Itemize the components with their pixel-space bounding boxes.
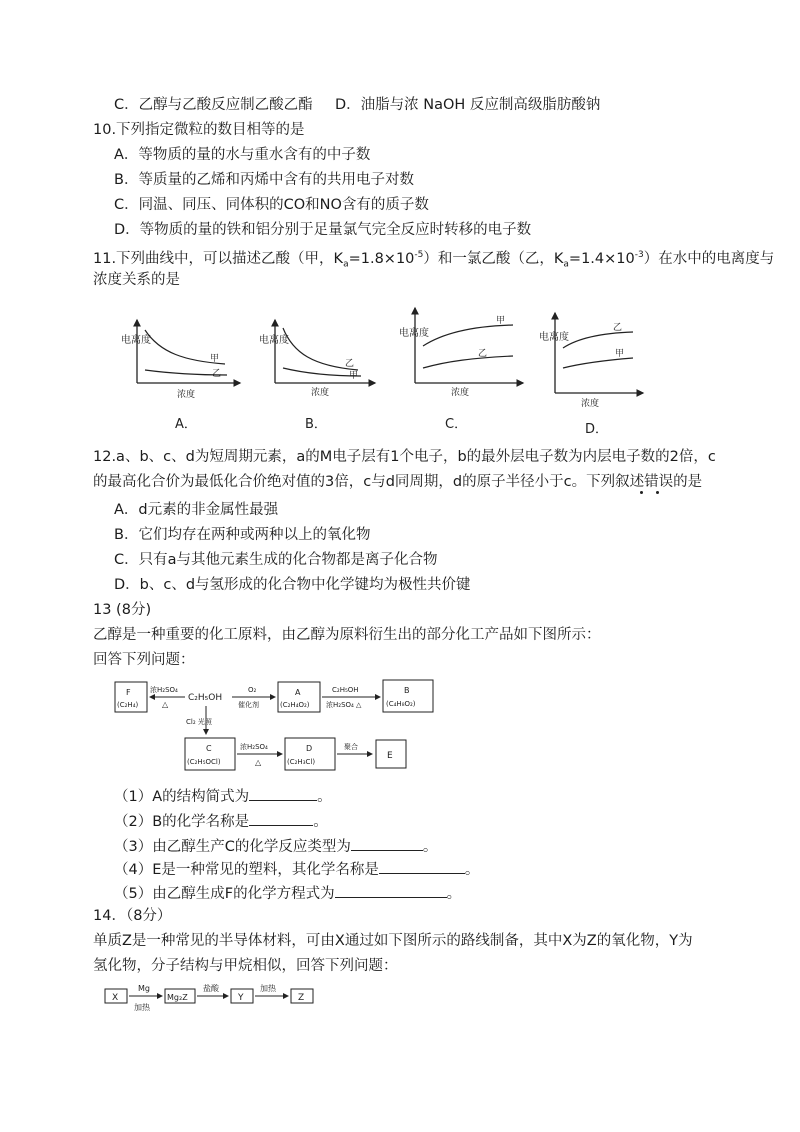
- q14-scheme: [100, 980, 340, 1025]
- q11-stem-line2: 浓度关系的是: [93, 272, 180, 288]
- graph-d-xlabel: 浓度: [581, 399, 600, 409]
- q12-stem-line2: 的最高化合价为最低化合价绝对值的3倍，c与d同周期，d的原子半径小于c。下列叙述错误的是: [93, 474, 703, 490]
- emphasis-dot: [640, 491, 643, 494]
- answer-blank[interactable]: [351, 835, 423, 851]
- graph-d: [539, 313, 643, 437]
- graph-b-xlabel: 浓度: [311, 388, 330, 398]
- label-catalyst: 催化剂: [238, 701, 259, 709]
- box-e-label: E: [387, 751, 393, 761]
- q13-prompt: 回答下列问题：: [93, 652, 195, 668]
- box-x-label: X: [112, 993, 119, 1003]
- label-heat: 加热: [134, 1003, 150, 1012]
- box-b-label: B: [404, 686, 410, 695]
- q13-sub5: （5）由乙醇生成F的化学方程式为 。: [114, 882, 461, 904]
- graph-d-ylabel: 电离度: [539, 332, 569, 343]
- graph-c-curve-yi: [423, 356, 513, 368]
- graph-c-yi: 乙: [478, 349, 488, 359]
- graph-a-jia: 甲: [210, 354, 220, 364]
- graph-c-ylabel: 电离度: [399, 328, 429, 339]
- q9-option-d: D．油脂与浓 NaOH 反应制高级脂肪酸钠: [335, 97, 601, 113]
- box-y-label: Y: [238, 993, 244, 1003]
- q10-option-a: A．等物质的量的水与重水含有的中子数: [114, 147, 371, 163]
- q13-sub3: （3）由乙醇生产C的化学反应类型为 。: [114, 835, 437, 857]
- label-hcl: 盐酸: [203, 984, 219, 993]
- label-delta-2: △: [255, 758, 262, 767]
- graph-d-yi: 乙: [613, 323, 623, 333]
- q12-option-d: D．b、c、d与氢形成的化合物中化学键均为极性共价键: [114, 577, 471, 593]
- q13-scheme: [110, 676, 450, 776]
- graph-c-xlabel: 浓度: [451, 388, 470, 398]
- box-f-label: F: [126, 688, 131, 697]
- graph-d-jia: 甲: [615, 349, 625, 359]
- box-a-label: A: [295, 688, 301, 697]
- graph-a-ylabel: 电离度: [121, 335, 151, 346]
- answer-blank[interactable]: [379, 858, 465, 874]
- box-f-formula: (C₂H₄): [117, 701, 139, 709]
- label-conc-h2so4: 浓H₂SO₄: [150, 686, 178, 694]
- label-mg: Mg: [138, 984, 150, 993]
- q11-graphs: [115, 298, 645, 438]
- answer-blank[interactable]: [249, 810, 313, 826]
- q9-option-c: C．乙醇与乙酸反应制乙酸乙酯: [114, 97, 313, 113]
- graph-b-label: B．: [305, 417, 327, 432]
- graph-a: [121, 320, 240, 432]
- graph-b: [259, 320, 375, 432]
- ethanol: C₂H₅OH: [188, 693, 223, 703]
- label-cl2-light: Cl₂ 光照: [186, 718, 212, 726]
- q12-stem-line1: 12.a、b、c、d为短周期元素，a的M电子层有1个电子，b的最外层电子数为内层电子数的2倍，c: [93, 449, 716, 465]
- q10-option-b: B．等质量的乙烯和丙烯中含有的共用电子对数: [114, 172, 414, 188]
- label-polymerize: 聚合: [344, 743, 358, 751]
- label-heat-2: 加热: [260, 984, 276, 993]
- graph-d-curve-yi: [563, 332, 633, 348]
- graph-c-label: C．: [445, 417, 468, 432]
- q10-option-d: D．等物质的量的铁和铝分别于足量氯气完全反应时转移的电子数: [114, 222, 532, 238]
- graph-d-label: D．: [585, 422, 609, 437]
- q12-option-c: C．只有a与其他元素生成的化合物都是离子化合物: [114, 552, 438, 568]
- box-z-label: Z: [298, 993, 305, 1003]
- label-conc-h2so4-2: 浓H₂SO₄: [240, 743, 268, 751]
- box-d-formula: (C₂H₃Cl): [287, 758, 316, 766]
- answer-blank[interactable]: [249, 785, 317, 801]
- emphasis-dot: [656, 491, 659, 494]
- graph-b-jia: 甲: [349, 371, 359, 381]
- box-d-label: D: [306, 744, 313, 753]
- q13-sub1: （1）A的结构简式为 。: [114, 785, 332, 807]
- q13-title: 13 (8分): [93, 602, 152, 618]
- q14-stem-line2: 氢化物，分子结构与甲烷相似，回答下列问题：: [93, 958, 398, 974]
- box-c-formula: (C₂H₅OCl): [187, 758, 221, 766]
- graph-b-yi: 乙: [345, 359, 355, 369]
- q13-sub2: （2）B的化学名称是 。: [114, 810, 328, 832]
- graph-a-xlabel: 浓度: [177, 390, 196, 400]
- graph-c-curve-jia: [423, 325, 513, 346]
- q13-sub4: （4）E是一种常见的塑料，其化学名称是 。: [114, 858, 479, 880]
- q13-intro: 乙醇是一种重要的化工原料，由乙醇为原料衍生出的部分化工产品如下图所示：: [93, 627, 601, 643]
- q12-option-a: A．d元素的非金属性最强: [114, 502, 279, 518]
- box-c-label: C: [206, 744, 212, 753]
- box-b-formula: (C₄H₈O₂): [386, 700, 416, 708]
- label-c2h5oh: C₂H₅OH: [332, 686, 359, 694]
- label-o2: O₂: [248, 686, 257, 694]
- q10-stem: 10.下列指定微粒的数目相等的是: [93, 122, 305, 138]
- q12-emphasis: 错误: [644, 474, 674, 490]
- graph-a-yi: 乙: [212, 369, 222, 379]
- q14-stem-line1: 单质Z是一种常见的半导体材料，可由X通过如下图所示的路线制备，其中X为Z的氧化物，Y为: [93, 933, 693, 949]
- label-conc-h2so4-delta: 浓H₂SO₄ △: [326, 701, 362, 709]
- q14-title: 14．（8分）: [93, 908, 172, 924]
- q12-option-b: B．它们均存在两种或两种以上的氧化物: [114, 527, 371, 543]
- graph-b-ylabel: 电离度: [259, 335, 289, 346]
- graph-c-jia: 甲: [496, 316, 506, 326]
- label-delta: △: [162, 700, 169, 709]
- box-mg2z-label: Mg₂Z: [167, 993, 188, 1002]
- q10-option-c: C．同温、同压、同体积的CO和NO含有的质子数: [114, 197, 429, 213]
- answer-blank[interactable]: [335, 882, 447, 898]
- q11-stem: 11.下列曲线中，可以描述乙酸（甲，$K_a=1.8\times 10^{-5}$）和一氯乙酸（乙，$K_a=1.4\times 10^{-3}$）在水中的电离度与: [93, 250, 775, 270]
- box-a-formula: (C₂H₄O₂): [280, 701, 310, 709]
- graph-a-label: A．: [175, 417, 197, 432]
- graph-d-curve-jia: [563, 358, 633, 368]
- graph-c: [399, 308, 523, 432]
